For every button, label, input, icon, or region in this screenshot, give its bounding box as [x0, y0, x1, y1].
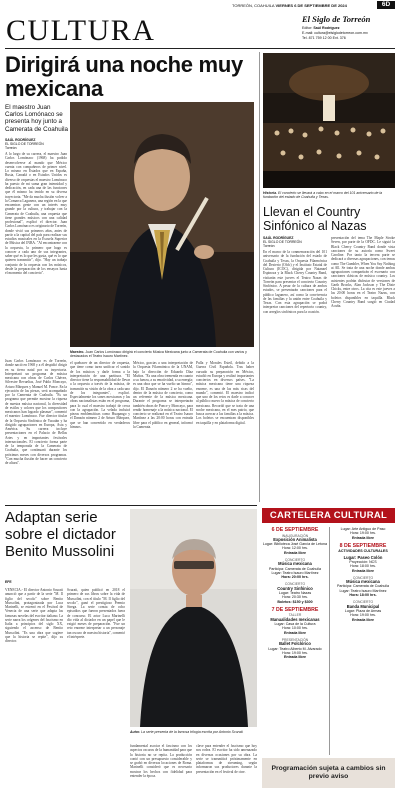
lead-photo [70, 102, 254, 347]
country-photo [263, 53, 395, 188]
cartelera-date-7: 7 DE SEPTIEMBRE [271, 606, 319, 613]
byline-city: Torreón [263, 244, 275, 248]
event-place: Participa: Camerata de Coahuila [269, 566, 321, 571]
event-name: Música mexicana [278, 561, 312, 567]
event-place: Lugar: Casa de la Cultura [274, 622, 316, 627]
cartelera-date-6: 6 DE SEPTIEMBRE [271, 527, 319, 533]
event-entry: Entrada libre [352, 617, 374, 622]
tel-line: Tel. 871 759 12 00 Ext. 376 [302, 36, 346, 40]
masthead-rule [5, 48, 395, 49]
mussolini-photo-caption [130, 730, 257, 734]
lead-byline [5, 138, 68, 150]
cartelera-date-8: 8 DE SEPTIEMBRE [339, 542, 387, 549]
event-name: Ballet Folclórico [279, 641, 311, 647]
event-name: Lugar: Paseo Colón [343, 554, 383, 560]
byline-city: Torreón [5, 146, 17, 150]
column-divider [259, 52, 260, 502]
country-byline [263, 236, 327, 248]
cartelera-event [262, 534, 328, 555]
page-number: 6D [377, 1, 395, 9]
editor-line [302, 26, 340, 31]
event-type: PRESENTACIÓN [281, 637, 309, 642]
section-rule [5, 505, 257, 506]
author-illustration [130, 509, 257, 727]
cartelera-right [331, 527, 395, 625]
event-place: Lugar: Teatro Nazas [278, 591, 312, 596]
email-line [302, 31, 368, 36]
event-time: Hora: 20:30 hrs. [282, 595, 308, 600]
event-time: Hora: 10:00 hrs. [282, 626, 308, 631]
byline-org: EL SIGLO DE TORREÓN [5, 142, 44, 146]
mussolini-column-3: fundamental asociar el fascismo con los aspectos oscuros de la humanidad para que la historia no se repita. La producción contó con un presupuesto considerable y se grabó en diversas locaciones de Roma. Marinelli consideró que es necesario mostrar los hechos con fidelidad para entender la época. [130, 744, 192, 778]
event-name: Manualidades mexicanas [270, 616, 320, 622]
cartelera-event [331, 527, 395, 540]
byline-agency: EFE [5, 580, 12, 584]
event-entry: Entrada libre [284, 550, 306, 555]
byline-org: EL SIGLO DE TORREÓN [263, 240, 302, 244]
cartelera-list-6 [262, 534, 328, 604]
lead-column-4: México, gracias a una interpretación de la Orquesta Filarmónica de la UNAM, bajo la dirección de Eduardo Díaz Muñoz. "Es una obra tremenda en cuanto a su fuerza, a su emotividad, a su energía; es una obra que se ha vuelto un himno", dijo. El Danzón número 2 se ha vuelto, dentro de la música de concierto, como un referente de la música mexicana. Durante el programa se interpretarán también obras de Ponce y Moncayo, para rendir homenaje a la música nacional. El concierto se realizará en el Teatro Isauro Martínez a las 20:00 horas con entrada libre para el público en general, informó la Camerata. [133, 361, 193, 429]
caption-text: Juan Carlos Lomónaco dirigirá el concierto Música Mexicana junto a Camerata de Coahuila con varios y destacados el Teatro Isauro Martínez. [70, 350, 247, 359]
country-column-1: En el marco de la conmemoración del 101 aniversario de la fundación del estado de Coahuila y Texas, la Orquesta Filarmónica del Desierto (Ofdc) y el Instituto Estatal de Cultura (ICOC), dirigida por Natanael Espinoza y la Black Cherry Country Band, visitarán este jueves el Teatro Nazas de Torreón para presentar el concierto Country Sinfónico. A pesar de la cultura de ambos estados, se presentarán canciones para el público lagunero, así como la convivencia de las familias y la unión entre Coahuila y Texas. Con esta agrupación se podrá interpretar canciones del repertorio country, con arreglos sinfónicos para la ocasión. [263, 250, 327, 314]
caption-label: Historia. [263, 191, 278, 195]
lead-column-3: el quehacer de un director de orquesta, que tiene como tarea unificar el sonido de los músicos y darle forma a la interpretación de una partitura. "El director tiene la responsabilidad de llevar a la orquesta a través de la música, de transmitir su visión de la obra a cada uno de los integrantes", explicó. Especialmente los sones mexicanos y las obras nacionalistas están en el programa, para lo cual el maestro trabajó de cerca con la agrupación. La velada incluirá piezas emblemáticas como Huapango y el Danzón número 2 de Arturo Márquez, que se han convertido en verdaderos himnos. [70, 361, 130, 429]
event-time: Hora: 19:00 hrs. [282, 650, 308, 655]
email-label: E-mail: [302, 31, 314, 35]
mussolini-byline [5, 580, 63, 584]
event-place: Lugar: Arte Antiguo de Paso [340, 527, 386, 531]
event-type: TALLER [288, 613, 302, 618]
brand-logo: El Siglo de Torreón [302, 14, 371, 24]
event-type: CONCIERTO [284, 557, 306, 562]
caption-label: Maestro. [70, 350, 85, 354]
lead-deck: El maestro Juan Carlos Lomónaco se presenta hoy junto a Camerata de Coahuila [5, 104, 69, 133]
event-time: Lugar: Teatro Isauro Martínez [339, 588, 387, 593]
cartelera-event [331, 576, 395, 597]
cartelera-event [331, 600, 395, 621]
event-entry: Entrada libre [352, 535, 374, 540]
editor-label: Editor: [302, 26, 313, 30]
country-column-2: presentación del tema The Maple Stroke Seven, por parte de la OFDC. Le siguió la Black Cherry Country Band donde vista canciones de su autoría como Sweet Caroline. Por tanto la tercera parte se dedicará a diversas agrupaciones, con temas como The Gambler, When You Say Nothing at All. Se trata de una noche donde ambas agrupaciones compartirán el escenario con canciones clásicas de música country. Los asistentes podrán disfrutar de versiones de Garth Brooks, Alan Jackson y The Dixie Chicks, entre otros. La cita es este jueves a las 20:00 horas en el Teatro Nazas, con boletos disponibles en taquilla. Black Cherry Country Band surgió en Ciudad Acuña. [331, 236, 395, 308]
email-address[interactable]: cultura@elsiglodetorreon.com.mx [314, 31, 368, 35]
event-entry: Hora: 18:00 hrs. [349, 593, 377, 598]
event-place: Lugar: Teatro Alberto M. Alvarado [268, 646, 322, 651]
event-type: CONCIERTO [284, 582, 306, 587]
byline-name: SAÚL RODRÍGUEZ [263, 236, 294, 240]
cartelera-list-7 [262, 613, 328, 659]
cartelera-event [262, 582, 328, 603]
caption-text: El concierto se llevará a cabo en el marco del 101 aniversario de la fundación del estado de Coahuila y Texas. [263, 191, 383, 200]
event-type: CONCIERTO [352, 575, 374, 580]
lead-column-5: Pulla y Morales Esteil, debido a la Guerra Civil Española. Tras haber cursado su preparación en México, estudió en Europa y realizó importantes conciertos en diversos países. "La música mexicana tiene una riqueza enorme, es una de las más ricas del mundo", comentó. El maestro indicó que uno de los retos es darle a conocer al público nuevo la música de concierto mexicana. Recordó que se trata de una noche mexicana, en el mes patrio, que busca acercar a las familias a la música. Los boletos se encuentran disponibles en taquilla y en plataforma digital. [196, 361, 254, 425]
event-name: Banda Municipal [346, 603, 380, 609]
event-entry: Entrada libre [284, 630, 306, 635]
conductor-illustration [70, 102, 254, 347]
byline-name: SAÚL RODRÍGUEZ [5, 138, 36, 142]
event-type: INAUGURACIÓN [281, 533, 309, 538]
event-entry: Entrada libre [352, 568, 374, 573]
event-entry: Entrada libre [284, 655, 306, 660]
cartelera-event [331, 556, 395, 573]
dateline [232, 3, 347, 8]
event-place: Lugar: Plaza de Armas [344, 608, 382, 613]
section-title: CULTURA [6, 14, 156, 47]
caption-label: Autor. [130, 730, 141, 734]
lead-photo-caption [70, 350, 254, 358]
orchestra-stage-illustration [263, 53, 395, 188]
lead-column-1: A lo largo de su carrera, el maestro Juan Carlos Lomónaco (1968) ha podido desenvolverse al mando que México cuenta con compañeros de primer nivel. Lo mismo en Estados que en España, Rusia, Canadá o en Estados Unidos es diverso de orquestas el maestro Lomónaco ha puesto de mi suma gran intensidad y dedicación, en cada una de las funciones que él mismo ha tenido en su diversa trayectoria. "Me da mucha ilusión volver a la Comarca Lagunera, una región en la que encuentras gente con un interés muy grande por la cultura, y trabajar con la Camerata de Coahuila, una orquesta que tiene grandes músicos con una calidad profesional", explicó el director. Juan Carlos Lomónaco es originario de Torreón, donde vivió sus primeros años, antes de partir a la capital del país para realizar sus estudios musicales en la Escuela Superior de Música del INBA. "Al encontrarme con la orquesta, lo primero que hago es conocer a cada uno de sus integrantes, saber qué es lo que les gusta, qué es lo que quieren transmitir", dijo. "Hay un trabajo conjunto de la orquesta con los músicos, desde la preparación de los ensayos hasta el momento del concierto". [5, 152, 67, 275]
event-name: Exposición Animalista [273, 536, 317, 542]
mussolini-column-2: Scurati, quien publicó en 2018 el primero de sus libros sobre la vida de Mussolini, con el título "M. Il figlio del secolo", ganó el prestigioso Premio Strega. La serie consta de ocho episodios que fueron presentados fuera de concurso. El actor Luca Marinelli dio vida al dictador en un papel que le exigió meses de preparación. "Fue un reto enorme interpretar a un personaje tan oscuro de nuestra historia", comentó el intérprete. [67, 588, 125, 639]
event-time: Hora: 18:00 hrs. [350, 564, 376, 569]
cartelera-list-8 [331, 556, 395, 622]
event-place: Proyección: NCS [349, 559, 377, 564]
dateline-city: TORREÓN, COAHUILA [232, 3, 275, 8]
caption-text: La serie presenta de la famosa trilogía escrita por Antonio Scurati. [141, 730, 244, 734]
event-time: Hora: 19:00 hrs. [350, 531, 376, 536]
event-type: CONCIERTO [352, 600, 374, 605]
mussolini-column-4: clave para entender el fascismo que hoy nos rodea. El escritor ha sido amenazado en diversas ocasiones por su obra. La serie se transmitirá próximamente en plataformas de streaming, según informaron sus productores durante la presentación en el festival de cine. [196, 744, 257, 774]
mussolini-headline: Adaptan serie sobre el dictador Benito Mussolini [5, 509, 116, 560]
event-name: Música mexicana [346, 579, 380, 585]
event-place: Lugar: Biblioteca José García de Letona [262, 542, 328, 547]
cartelera-title: CARTELERA CULTURAL [262, 508, 395, 523]
event-name: Country Sinfónico [277, 585, 313, 591]
lead-headline: Dirigirá una noche muy mexicana [5, 52, 243, 101]
lead-column-2: Juan Carlos Lomónaco es de Torreón, donde nació en 1968 y a él despidió dirigir en su tierra natal por su trayectoria. Interpretará un programa de música mexicana con obras de Carlos Chávez, Silvestre Revueltas, José Pablo Moncayo, Arturo Márquez y Manuel M. Ponce. En la ejecución de las piezas, será acompañado por la Camerata de Coahuila. "Es un programa que permite mostrar la riqueza de nuestra música nacional, la diversidad de estilos y colores que los compositores mexicanos han logrado plasmar", comentó el maestro Lomónaco. Fue director titular de la Orquesta Sinfónica de Yucatán y ha dirigido agrupaciones en Europa, Asia y América. Su carrera incluye presentaciones en el Palacio de Bellas Artes y en importantes festivales internacionales. El concierto forma parte de la temporada de la Camerata de Coahuila, que continuará durante los próximos meses con diversos programas. "Con mucha ilusión de hacer un concierto de altura". [5, 359, 67, 465]
cartelera-event [262, 558, 328, 579]
event-time: Hora: 12:00 hrs. [282, 546, 308, 551]
cartelera-subtitle: ACTIVIDADES CULTURALES [338, 549, 388, 554]
event-time: Lugar: Teatro Isauro Martínez [271, 570, 319, 575]
cartelera-event [262, 638, 328, 659]
dateline-date: VIERNES 6 DE SEPTIEMBRE DE 2024 [275, 3, 347, 8]
country-photo-caption [263, 191, 395, 199]
event-entry: Boletos: $150 y $300 [277, 599, 313, 604]
cartelera-left [262, 527, 328, 662]
cartelera-footer: Programación sujeta a cambios sin previo aviso [262, 758, 395, 788]
country-headline: Llevan el Country Sinfónico al Nazas [263, 205, 367, 233]
cartelera-event [262, 613, 328, 634]
mussolini-column-1: VENECIA.- El director Antonio Scurati anunció que a partir de la serie "M. Il figlio del secolo" sobre Benito Mussolini, protagonizada por Luca Marinelli, se estrenó en el Festival de Venecia de una serie que adapta las famosas novelas del escritor italiano. La serie narra los orígenes del fascismo en Italia a principios del siglo XX, siguiendo el ascenso de Benito Mussolini. "Es una obra que sugiere que la historia se repite", dijo su director. [5, 588, 63, 643]
cartelera-divider [329, 527, 330, 755]
event-entry: Hora: 20:00 hrs. [281, 575, 309, 580]
mussolini-photo [130, 509, 257, 727]
event-place: Participa: Camerata de Coahuila [337, 584, 389, 589]
event-time: Hora: 19:00 hrs. [350, 613, 376, 618]
editor-name: Saúl Rodríguez [313, 26, 340, 30]
